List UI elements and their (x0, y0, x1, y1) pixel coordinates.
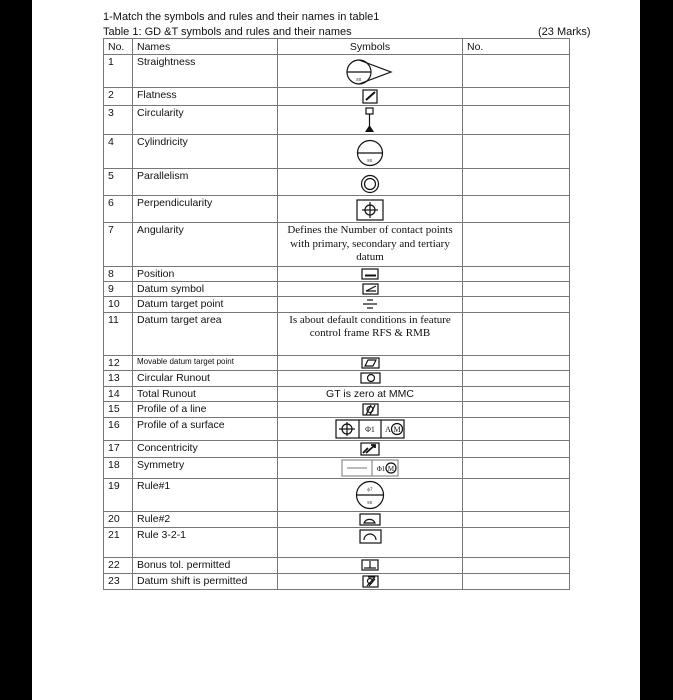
row-symbol (278, 386, 463, 401)
row-symbol (278, 401, 463, 417)
marks-label: (23 Marks) (538, 26, 591, 38)
row-name: Perpendicularity (133, 196, 278, 223)
table-row (104, 106, 570, 135)
table-row (104, 281, 570, 296)
table-row (104, 440, 570, 457)
table-row (104, 457, 570, 478)
circle-cone-icon (278, 58, 462, 86)
row-symbol (278, 88, 463, 106)
row-name: Cylindricity (133, 135, 278, 169)
row-symbol (278, 312, 463, 355)
box-perp-icon (278, 559, 462, 571)
answer-cell[interactable] (463, 417, 570, 440)
answer-cell[interactable] (463, 573, 570, 589)
row-symbol (278, 417, 463, 440)
box-circle-icon (278, 372, 462, 384)
row-number: 15 (104, 401, 133, 417)
row-number: 21 (104, 527, 133, 557)
symbol-description: Defines the Number of contact points with primary, secondary and tertiary datum (287, 224, 453, 263)
row-name: Parallelism (133, 169, 278, 196)
table-row (104, 266, 570, 281)
row-number: 16 (104, 417, 133, 440)
symbol-description: Is about default conditions in feature control frame RFS & RMB (289, 313, 451, 339)
table-row (104, 401, 570, 417)
answer-cell[interactable] (463, 55, 570, 88)
answer-cell[interactable] (463, 386, 570, 401)
header-no-answer: No. (463, 39, 570, 55)
symbol-label: Φ1 (376, 464, 386, 473)
box-angle-icon (278, 283, 462, 295)
symbol-label: M1 (367, 499, 373, 505)
box-line-icon (278, 529, 462, 544)
header-no: No. (104, 39, 133, 55)
table-row (104, 386, 570, 401)
row-name: Datum target area (133, 312, 278, 355)
table-row (104, 169, 570, 196)
table-row (104, 478, 570, 511)
table-row (104, 557, 570, 573)
row-symbol (278, 355, 463, 370)
row-number: 20 (104, 511, 133, 527)
row-symbol (278, 196, 463, 223)
answer-cell[interactable] (463, 355, 570, 370)
row-number: 18 (104, 457, 133, 478)
table-caption: Table 1: GD &T symbols and rules and their names (103, 26, 352, 38)
symbol-label: A (385, 424, 391, 434)
answer-cell[interactable] (463, 370, 570, 386)
row-name: Concentricity (133, 440, 278, 457)
row-number: 10 (104, 296, 133, 312)
answer-cell[interactable] (463, 281, 570, 296)
table-row (104, 196, 570, 223)
table-row (104, 355, 570, 370)
symbol-label: ϕ7 (367, 487, 373, 493)
row-number: 7 (104, 223, 133, 267)
answer-cell[interactable] (463, 106, 570, 135)
row-name: Straightness (133, 55, 278, 88)
table-row (104, 527, 570, 557)
row-symbol (278, 55, 463, 88)
row-number: 23 (104, 573, 133, 589)
row-symbol (278, 106, 463, 135)
row-name: Flatness (133, 88, 278, 106)
table-header-row (104, 39, 570, 55)
row-number: 2 (104, 88, 133, 106)
table-row (104, 511, 570, 527)
row-name: Circular Runout (133, 370, 278, 386)
symbol-label: M (387, 464, 395, 473)
answer-cell[interactable] (463, 88, 570, 106)
table-row (104, 88, 570, 106)
row-symbol (278, 573, 463, 589)
answer-cell[interactable] (463, 196, 570, 223)
row-name: Circularity (133, 106, 278, 135)
row-name: Symmetry (133, 457, 278, 478)
row-symbol (278, 169, 463, 196)
row-symbol (278, 478, 463, 511)
table-row (104, 55, 570, 88)
row-number: 11 (104, 312, 133, 355)
row-name: Rule 3-2-1 (133, 527, 278, 557)
answer-cell[interactable] (463, 312, 570, 355)
document-page (32, 0, 640, 700)
row-name: Bonus tol. permitted (133, 557, 278, 573)
row-name: Datum symbol (133, 281, 278, 296)
row-number: 6 (104, 196, 133, 223)
answer-cell[interactable] (463, 527, 570, 557)
answer-cell[interactable] (463, 266, 570, 281)
circle-split-icon (278, 139, 462, 167)
row-symbol (278, 281, 463, 296)
row-number: 12 (104, 355, 133, 370)
box-arrow-icon (278, 89, 462, 104)
table-row (104, 312, 570, 355)
symmetry-icon (278, 298, 462, 310)
row-number: 22 (104, 557, 133, 573)
row-symbol (278, 370, 463, 386)
symbol-label: Φ1 (365, 424, 375, 434)
row-name: Rule#1 (133, 478, 278, 511)
concentric-circles-icon (278, 174, 462, 194)
symbol-label: M1 (356, 77, 362, 82)
answer-cell[interactable] (463, 135, 570, 169)
row-symbol (278, 266, 463, 281)
box-runout-icon (278, 442, 462, 456)
row-symbol (278, 440, 463, 457)
row-number: 19 (104, 478, 133, 511)
box-flatness-icon (278, 357, 462, 369)
row-name: Datum target point (133, 296, 278, 312)
circle-datum-icon (278, 480, 462, 510)
box-cyl-icon (278, 403, 462, 416)
row-name: Total Runout (133, 386, 278, 401)
row-symbol (278, 557, 463, 573)
row-name: Rule#2 (133, 511, 278, 527)
table-row (104, 223, 570, 267)
header-symbols: Symbols (278, 39, 463, 55)
row-symbol (278, 223, 463, 267)
table-row (104, 573, 570, 589)
header-names: Names (133, 39, 278, 55)
box-surface-icon (278, 513, 462, 526)
row-name: Position (133, 266, 278, 281)
datum-target-pin-icon (278, 107, 462, 133)
row-name: Datum shift is permitted (133, 573, 278, 589)
answer-cell[interactable] (463, 296, 570, 312)
row-name: Movable datum target point (133, 355, 278, 370)
row-number: 14 (104, 386, 133, 401)
table-row (104, 370, 570, 386)
answer-cell[interactable] (463, 223, 570, 267)
symbol-label: M1 (367, 158, 373, 163)
row-number: 8 (104, 266, 133, 281)
row-symbol (278, 457, 463, 478)
row-number: 1 (104, 55, 133, 88)
row-number: 5 (104, 169, 133, 196)
answer-cell[interactable] (463, 478, 570, 511)
box-shift-icon (278, 575, 462, 588)
answer-cell[interactable] (463, 440, 570, 457)
row-number: 9 (104, 281, 133, 296)
table-row (104, 135, 570, 169)
row-number: 4 (104, 135, 133, 169)
row-name: Profile of a line (133, 401, 278, 417)
symbol-label: M (393, 424, 401, 434)
row-name: Angularity (133, 223, 278, 267)
question-heading: 1-Match the symbols and rules and their names in table1 (103, 11, 380, 23)
symbol-description: GT is zero at MMC (326, 387, 414, 400)
gdt-table (103, 38, 570, 590)
row-number: 17 (104, 440, 133, 457)
answer-cell[interactable] (463, 511, 570, 527)
row-number: 3 (104, 106, 133, 135)
row-number: 13 (104, 370, 133, 386)
fcf-straight-icon (278, 459, 462, 477)
row-symbol (278, 527, 463, 557)
row-symbol (278, 511, 463, 527)
answer-cell[interactable] (463, 457, 570, 478)
row-symbol (278, 296, 463, 312)
table-row (104, 417, 570, 440)
answer-cell[interactable] (463, 557, 570, 573)
box-position-icon (278, 199, 462, 221)
row-symbol (278, 135, 463, 169)
fcf-position-icon (278, 419, 462, 439)
table-row (104, 296, 570, 312)
row-name: Profile of a surface (133, 417, 278, 440)
answer-cell[interactable] (463, 401, 570, 417)
answer-cell[interactable] (463, 169, 570, 196)
box-dash-icon (278, 268, 462, 280)
